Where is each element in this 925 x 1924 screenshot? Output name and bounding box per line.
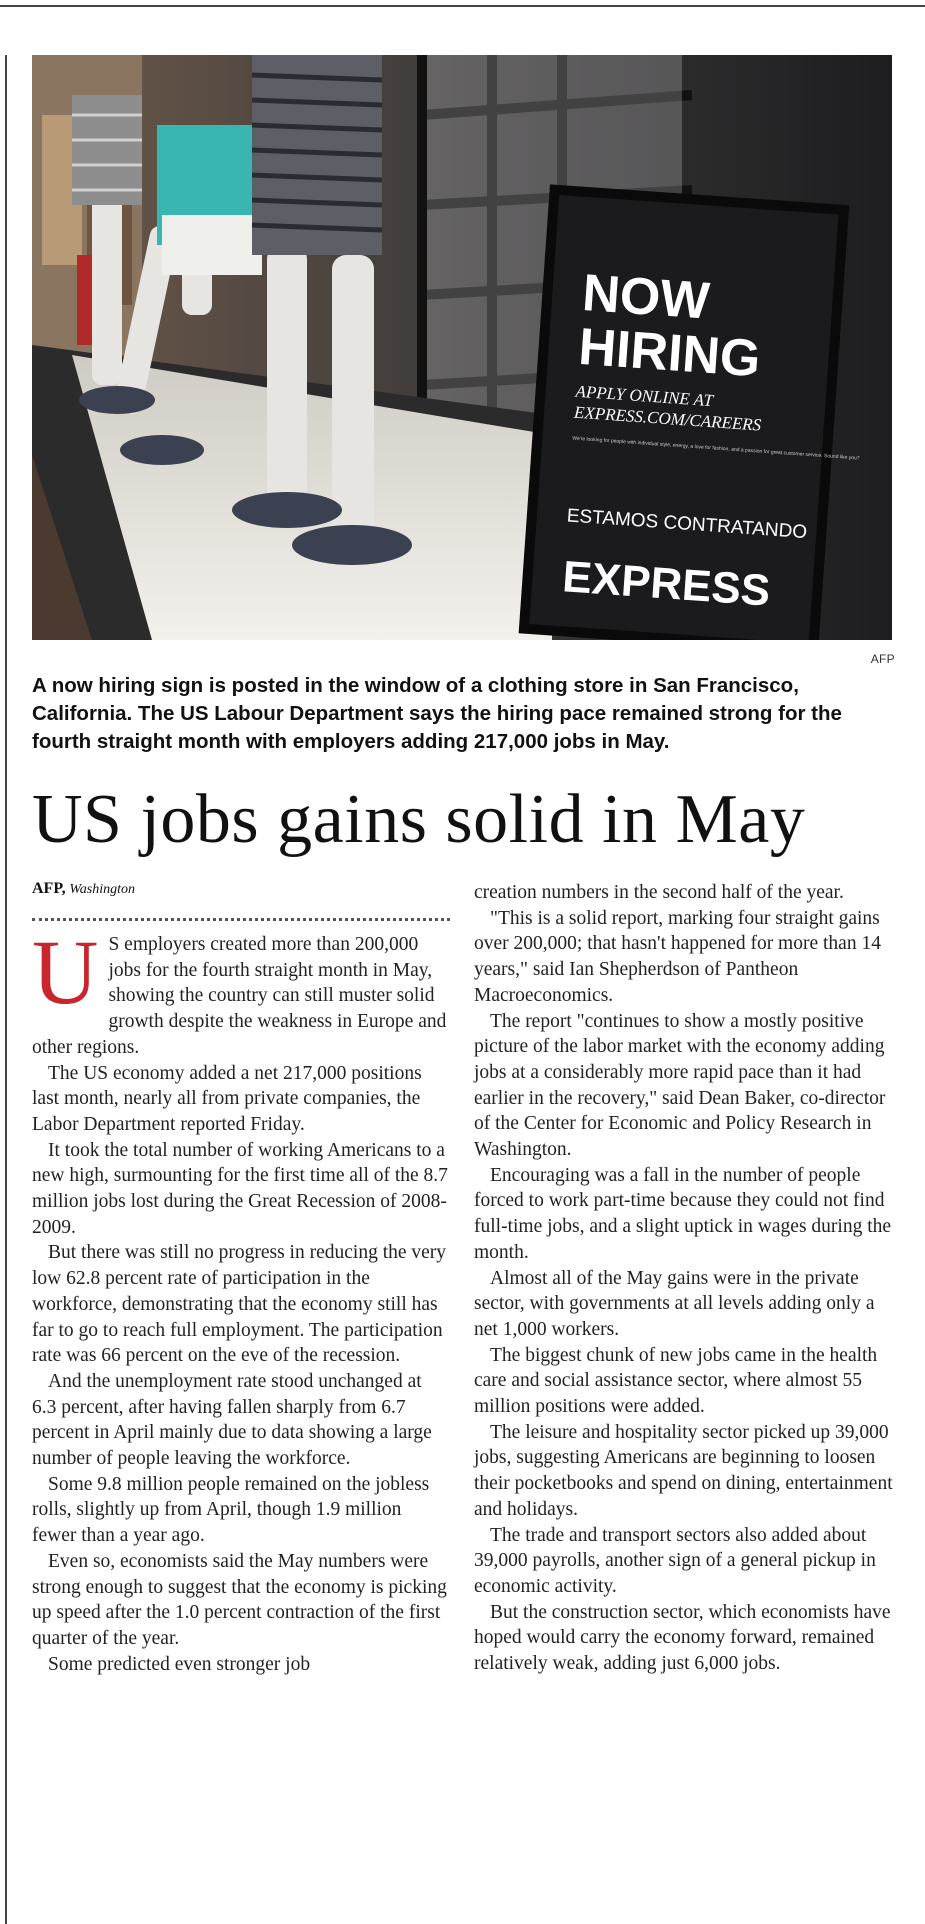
sign-apply-line1: APPLY ONLINE AT [574, 381, 714, 411]
paragraph: creation numbers in the second half of the year. [474, 882, 844, 903]
photo-credit: AFP [870, 652, 895, 666]
paragraph: And the unemployment rate stood unchanged at 6.3 percent, after having fallen sharply from 6.7 percent in April mainly due to data showing a large number of people leaving the workforce. [32, 1370, 432, 1470]
byline [32, 880, 135, 898]
sign-small-print: We're looking for people with individual style, energy, a love for fashion, and a passion for great customer service. Sound like you? [572, 435, 860, 462]
photo-illustration [32, 55, 892, 640]
paragraph: But the construction sector, which economists have hoped would carry the economy forward, remained relatively weak, adding just 6,000 jobs. [474, 1601, 891, 1675]
headline: US jobs gains solid in May [32, 781, 806, 858]
paragraph: The US economy added a net 217,000 positions last month, nearly all from private companies, the Labor Department reported Friday. [32, 1062, 422, 1135]
sign-apply-line2: EXPRESS.COM/CAREERS [573, 402, 762, 435]
paragraph: Encouraging was a fall in the number of people forced to work part-time because they could not find full-time jobs, and a slight uptick in wages during the month. [474, 1164, 892, 1263]
left-rule [5, 55, 7, 1924]
byline-place: Washington [69, 882, 135, 897]
paragraph [32, 921, 450, 1061]
photo-caption: A now hiring sign is posted in the window of a clothing store in San Francisco, California. The US Labour Department says the hiring pace remained strong for the fourth straight month with employers adding 217,000 jobs in May. [32, 674, 842, 753]
paragraph: Some 9.8 million people remained on the jobless rolls, slightly up from April, though 1.9 million fewer than a year ago. [32, 1473, 430, 1547]
paragraph-text: S employers created more than 200,000 jobs for the fourth straight month in May, showing the country can still muster solid growth despite the weakness in Europe and other regions. [32, 934, 447, 1058]
sign-brand: EXPRESS [560, 552, 772, 616]
paragraph: "This is a solid report, marking four straight gains over 200,000; that hasn't happened for more than 14 years," said Ian Shepherdson of Pantheon Macroeconomics. [474, 907, 881, 1006]
paragraph: But there was still no progress in reducing the very low 62.8 percent rate of participation in the workforce, demonstrating that the economy still has far to go to reach full employment. The participation rate was 66 percent on the eve of the recession. [32, 1242, 447, 1367]
sign-spanish: ESTAMOS CONTRATANDO [566, 505, 808, 544]
paragraph: The trade and transport sectors also added about 39,000 payrolls, another sign of a general pickup in economic activity. [474, 1524, 876, 1597]
top-rule [0, 5, 925, 7]
paragraph: Almost all of the May gains were in the private sector, with governments at all levels adding only a net 1,000 workers. [474, 1267, 875, 1340]
news-photo [32, 55, 892, 640]
article-column-1 [32, 921, 450, 1677]
sign-now: NOW [580, 263, 712, 331]
article-column-2 [474, 880, 894, 1677]
sign-hiring: HIRING [576, 317, 763, 389]
paragraph: Even so, economists said the May numbers were strong enough to suggest that the economy is picking up speed after the 1.0 percent contraction of the first quarter of the year. [32, 1550, 447, 1649]
paragraph: The biggest chunk of new jobs came in the health care and social assistance sector, where almost 55 million positions were added. [474, 1344, 878, 1418]
paragraph: It took the total number of working Americans to a new high, surmounting for the first time all of the 8.7 million jobs lost during the Great Recession of 2008-2009. [32, 1139, 448, 1238]
paragraph: The report "continues to show a mostly positive picture of the labor market with the economy adding jobs at a considerably more rapid pace than it had earlier in the recovery," said Dean Baker, co-director of the Center for Economic and Policy Research in Washington. [474, 1010, 886, 1161]
paragraph: The leisure and hospitality sector picked up 39,000 jobs, suggesting Americans are beginning to loosen their pocketbooks and spend on dining, entertainment and holidays. [474, 1421, 893, 1520]
byline-agency: AFP, [32, 880, 66, 897]
drop-cap: U [32, 921, 99, 1023]
paragraph: Some predicted even stronger job [48, 1653, 311, 1675]
